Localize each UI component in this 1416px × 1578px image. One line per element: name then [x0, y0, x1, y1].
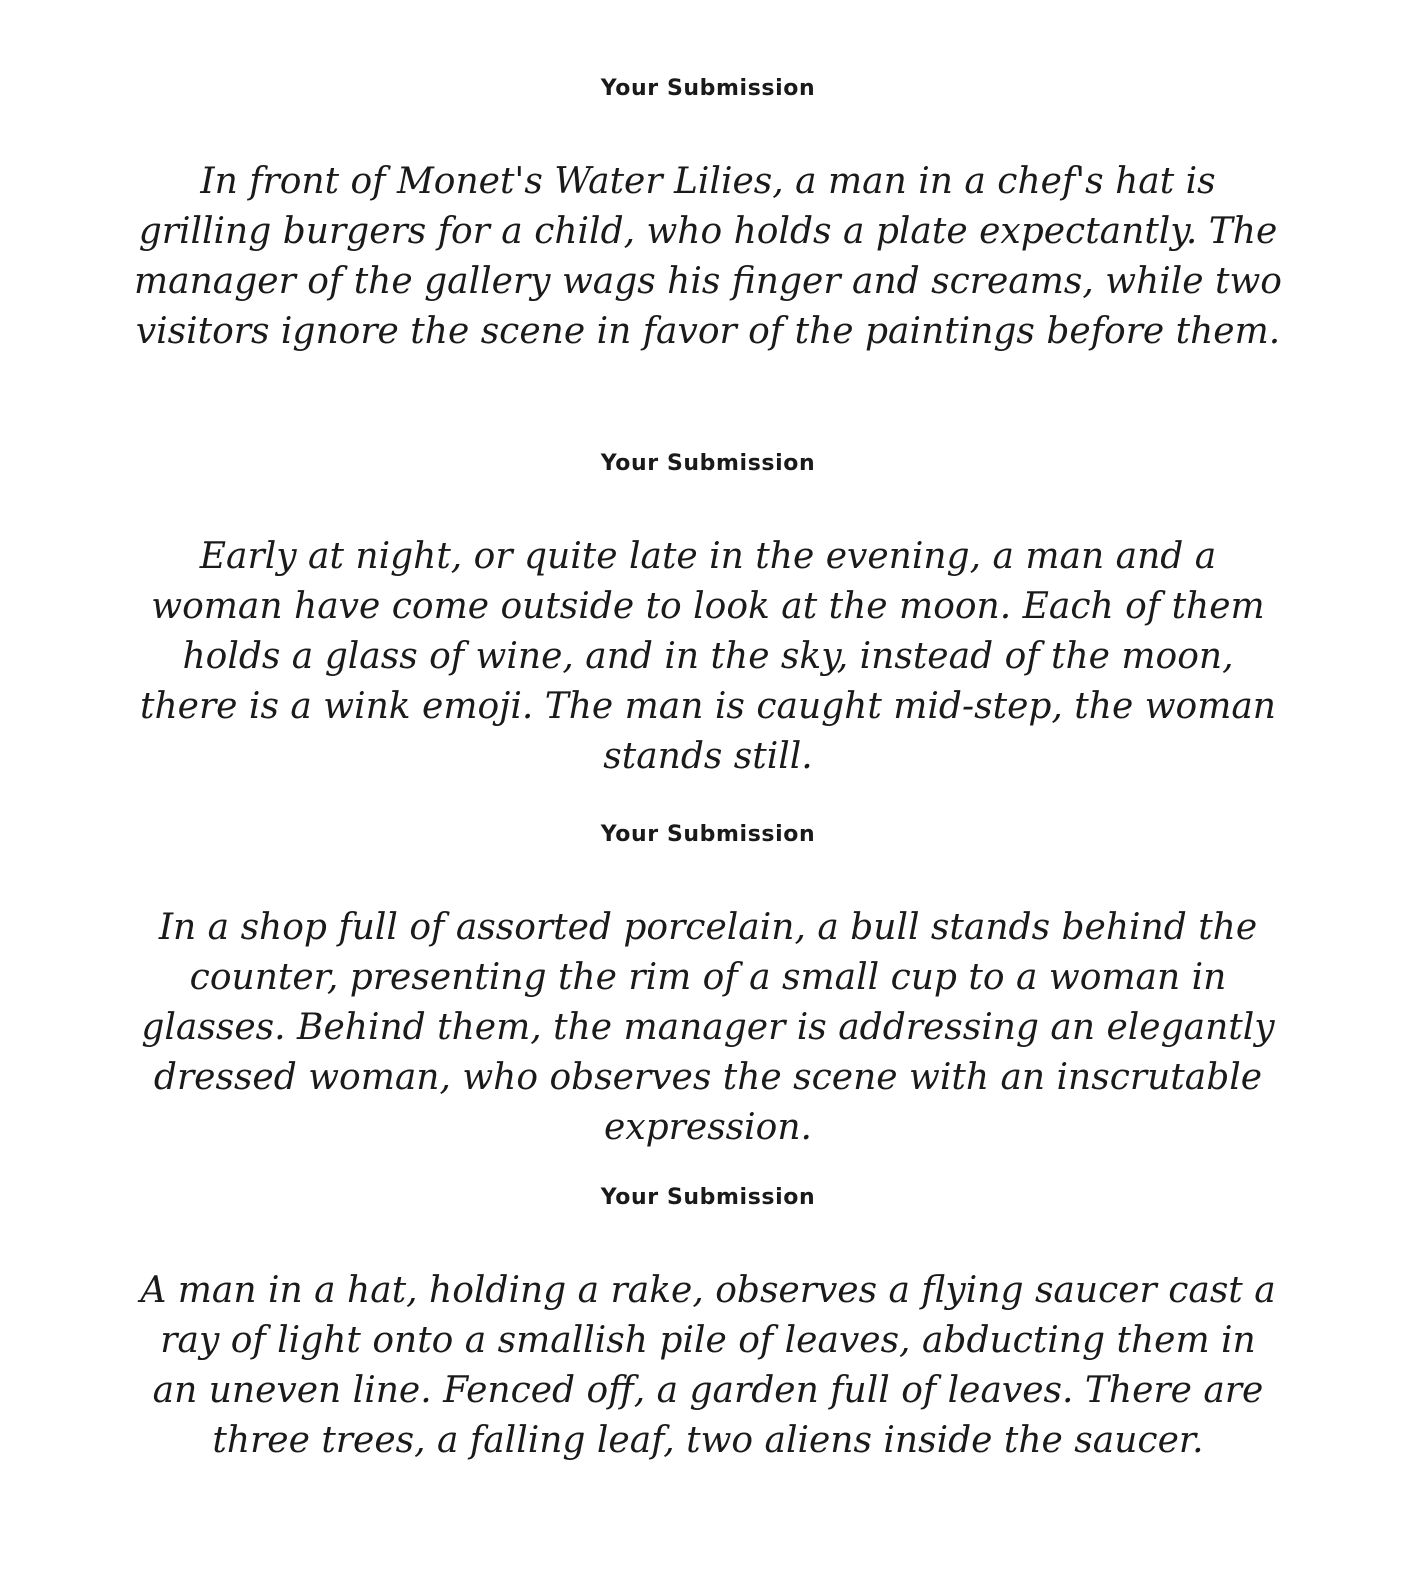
submission-label: Your Submission [600, 1185, 816, 1210]
submission-block [0, 1183, 1416, 1466]
submission-text: Early at night, or quite late in the evening, a man and a woman have come outside to look at the moon. Each of them holds a glass of wine, and in the sky, instead of the moon, there is a wink emoji. The man is caught mid-step, the woman stands still. [140, 536, 1276, 777]
submission-text: A man in a hat, holding a rake, observes a flying saucer cast a ray of light onto a smallish pile of leaves, abducting them in an uneven line. Fenced off, a garden full of leaves. There are three trees, a falling leaf, two aliens inside the saucer. [140, 1270, 1276, 1461]
submission-block [0, 449, 1416, 782]
submission-text: In a shop full of assorted porcelain, a bull stands behind the counter, presenting the rim of a small cup to a woman in glasses. Behind them, the manager is addressing an elegantly dressed woman, who observes the scene with an inscrutable expression. [141, 907, 1275, 1148]
submission-label: Your Submission [600, 822, 816, 847]
submission-label: Your Submission [600, 451, 816, 476]
submission-text: In front of Monet's Water Lilies, a man in a chef's hat is grilling burgers for a child, who holds a plate expectantly. The manager of the gallery wags his finger and screams, while two visitors ignore the scene in favor of the paintings before them. [134, 161, 1282, 352]
submission-block [0, 74, 1416, 357]
submission-block [0, 820, 1416, 1153]
submission-label: Your Submission [600, 76, 816, 101]
